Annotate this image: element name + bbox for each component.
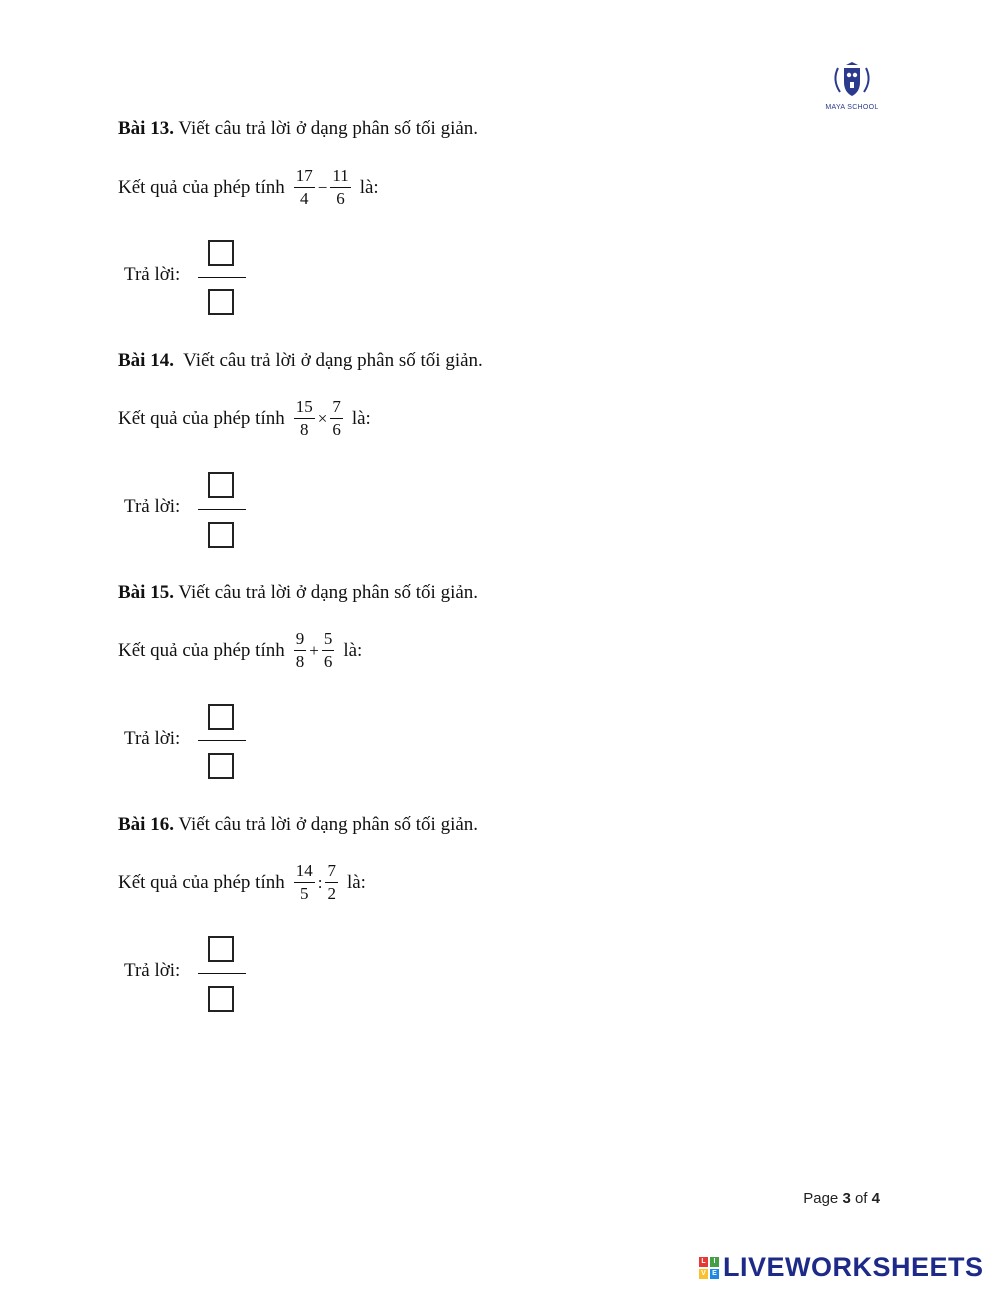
numerator: 9: [294, 629, 307, 651]
problem-15-heading: [118, 582, 478, 604]
operator: −: [317, 177, 328, 197]
result-suffix: là:: [359, 176, 379, 198]
numerator-input-box[interactable]: [208, 240, 234, 266]
total-pages: 4: [871, 1190, 880, 1207]
fraction-a: [294, 629, 307, 672]
liveworksheets-brand: [698, 1252, 984, 1283]
operator: +: [309, 640, 319, 660]
denominator: 2: [327, 884, 336, 903]
operator: :: [317, 872, 323, 892]
problem-16-prompt: [118, 861, 366, 904]
problem-label: Bài 15.: [118, 582, 174, 603]
crest-icon: [830, 62, 874, 98]
numerator-input-box[interactable]: [208, 704, 234, 730]
denominator-input-box[interactable]: [208, 753, 234, 779]
fraction-bar: [198, 277, 246, 278]
brand-text: LIVEWORKSHEETS: [723, 1252, 984, 1282]
problem-14-prompt: [118, 397, 371, 440]
fraction-b: [322, 629, 335, 672]
logo-cell: L: [698, 1256, 709, 1268]
numerator: 11: [330, 166, 350, 188]
problem-instruction: Viết câu trả lời ở dạng phân số tối giản.: [183, 350, 483, 371]
expression: [293, 629, 336, 672]
answer-label: Trả lời:: [124, 264, 181, 285]
problem-13-prompt: [118, 166, 379, 209]
problem-instruction: Viết câu trả lời ở dạng phân số tối giản.: [178, 814, 479, 835]
fraction-b: [325, 861, 338, 904]
denominator: 5: [299, 884, 309, 903]
denominator: 8: [299, 420, 309, 439]
numerator: 17: [294, 166, 315, 188]
fraction-a: [294, 166, 315, 209]
fraction-b: [330, 166, 350, 209]
numerator: 15: [294, 397, 315, 419]
page-number: [803, 1190, 880, 1207]
expression: [293, 166, 352, 209]
numerator: 5: [322, 629, 335, 651]
denominator-input-box[interactable]: [208, 289, 234, 315]
liveworksheets-logo-icon: [698, 1256, 720, 1280]
denominator: 8: [295, 652, 305, 671]
problem-label: Bài 16.: [118, 814, 174, 835]
prompt-text: Kết quả của phép tính: [118, 176, 285, 198]
operator: ×: [317, 408, 328, 428]
answer-fraction-13: [198, 238, 246, 320]
problem-15-prompt: [118, 629, 362, 672]
answer-label: Trả lời:: [124, 960, 181, 981]
denominator: 6: [332, 420, 341, 439]
logo-cell: I: [709, 1256, 720, 1268]
numerator-input-box[interactable]: [208, 472, 234, 498]
answer-fraction-16: [198, 934, 246, 1016]
fraction-bar: [198, 740, 246, 741]
fraction-b: [330, 397, 343, 440]
school-name: MAYA SCHOOL: [825, 104, 879, 111]
maya-school-logo: [820, 62, 884, 114]
logo-cell: E: [709, 1268, 720, 1280]
expression: [293, 861, 339, 904]
numerator: 7: [325, 861, 338, 883]
prompt-text: Kết quả của phép tính: [118, 639, 285, 661]
prompt-text: Kết quả của phép tính: [118, 407, 285, 429]
result-suffix: là:: [343, 639, 363, 661]
fraction-a: [294, 397, 315, 440]
fraction-bar: [198, 973, 246, 974]
numerator-input-box[interactable]: [208, 936, 234, 962]
prompt-text: Kết quả của phép tính: [118, 871, 285, 893]
answer-label: Trả lời:: [124, 496, 181, 517]
problem-instruction: Viết câu trả lời ở dạng phân số tối giản.: [178, 118, 479, 139]
logo-cell: V: [698, 1268, 709, 1280]
of-word: of: [854, 1190, 868, 1207]
denominator-input-box[interactable]: [208, 986, 234, 1012]
denominator: 6: [323, 652, 333, 671]
denominator: 4: [299, 189, 309, 208]
numerator: 14: [294, 861, 315, 883]
denominator: 6: [336, 189, 345, 208]
result-suffix: là:: [346, 871, 366, 893]
problem-label: Bài 14.: [118, 350, 174, 371]
problem-instruction: Viết câu trả lời ở dạng phân số tối giản.: [178, 582, 479, 603]
fraction-a: [294, 861, 315, 904]
result-suffix: là:: [351, 407, 371, 429]
fraction-bar: [198, 509, 246, 510]
problem-label: Bài 13.: [118, 118, 174, 139]
numerator: 7: [330, 397, 343, 419]
problem-16-heading: [118, 814, 478, 836]
denominator-input-box[interactable]: [208, 522, 234, 548]
answer-fraction-14: [198, 470, 246, 552]
current-page: 3: [842, 1190, 851, 1207]
problem-13-heading: [118, 118, 478, 140]
problem-14-heading: [118, 350, 483, 372]
expression: [293, 397, 344, 440]
answer-fraction-15: [198, 702, 246, 784]
page-word: Page: [803, 1190, 839, 1207]
answer-label: Trả lời:: [124, 728, 181, 749]
